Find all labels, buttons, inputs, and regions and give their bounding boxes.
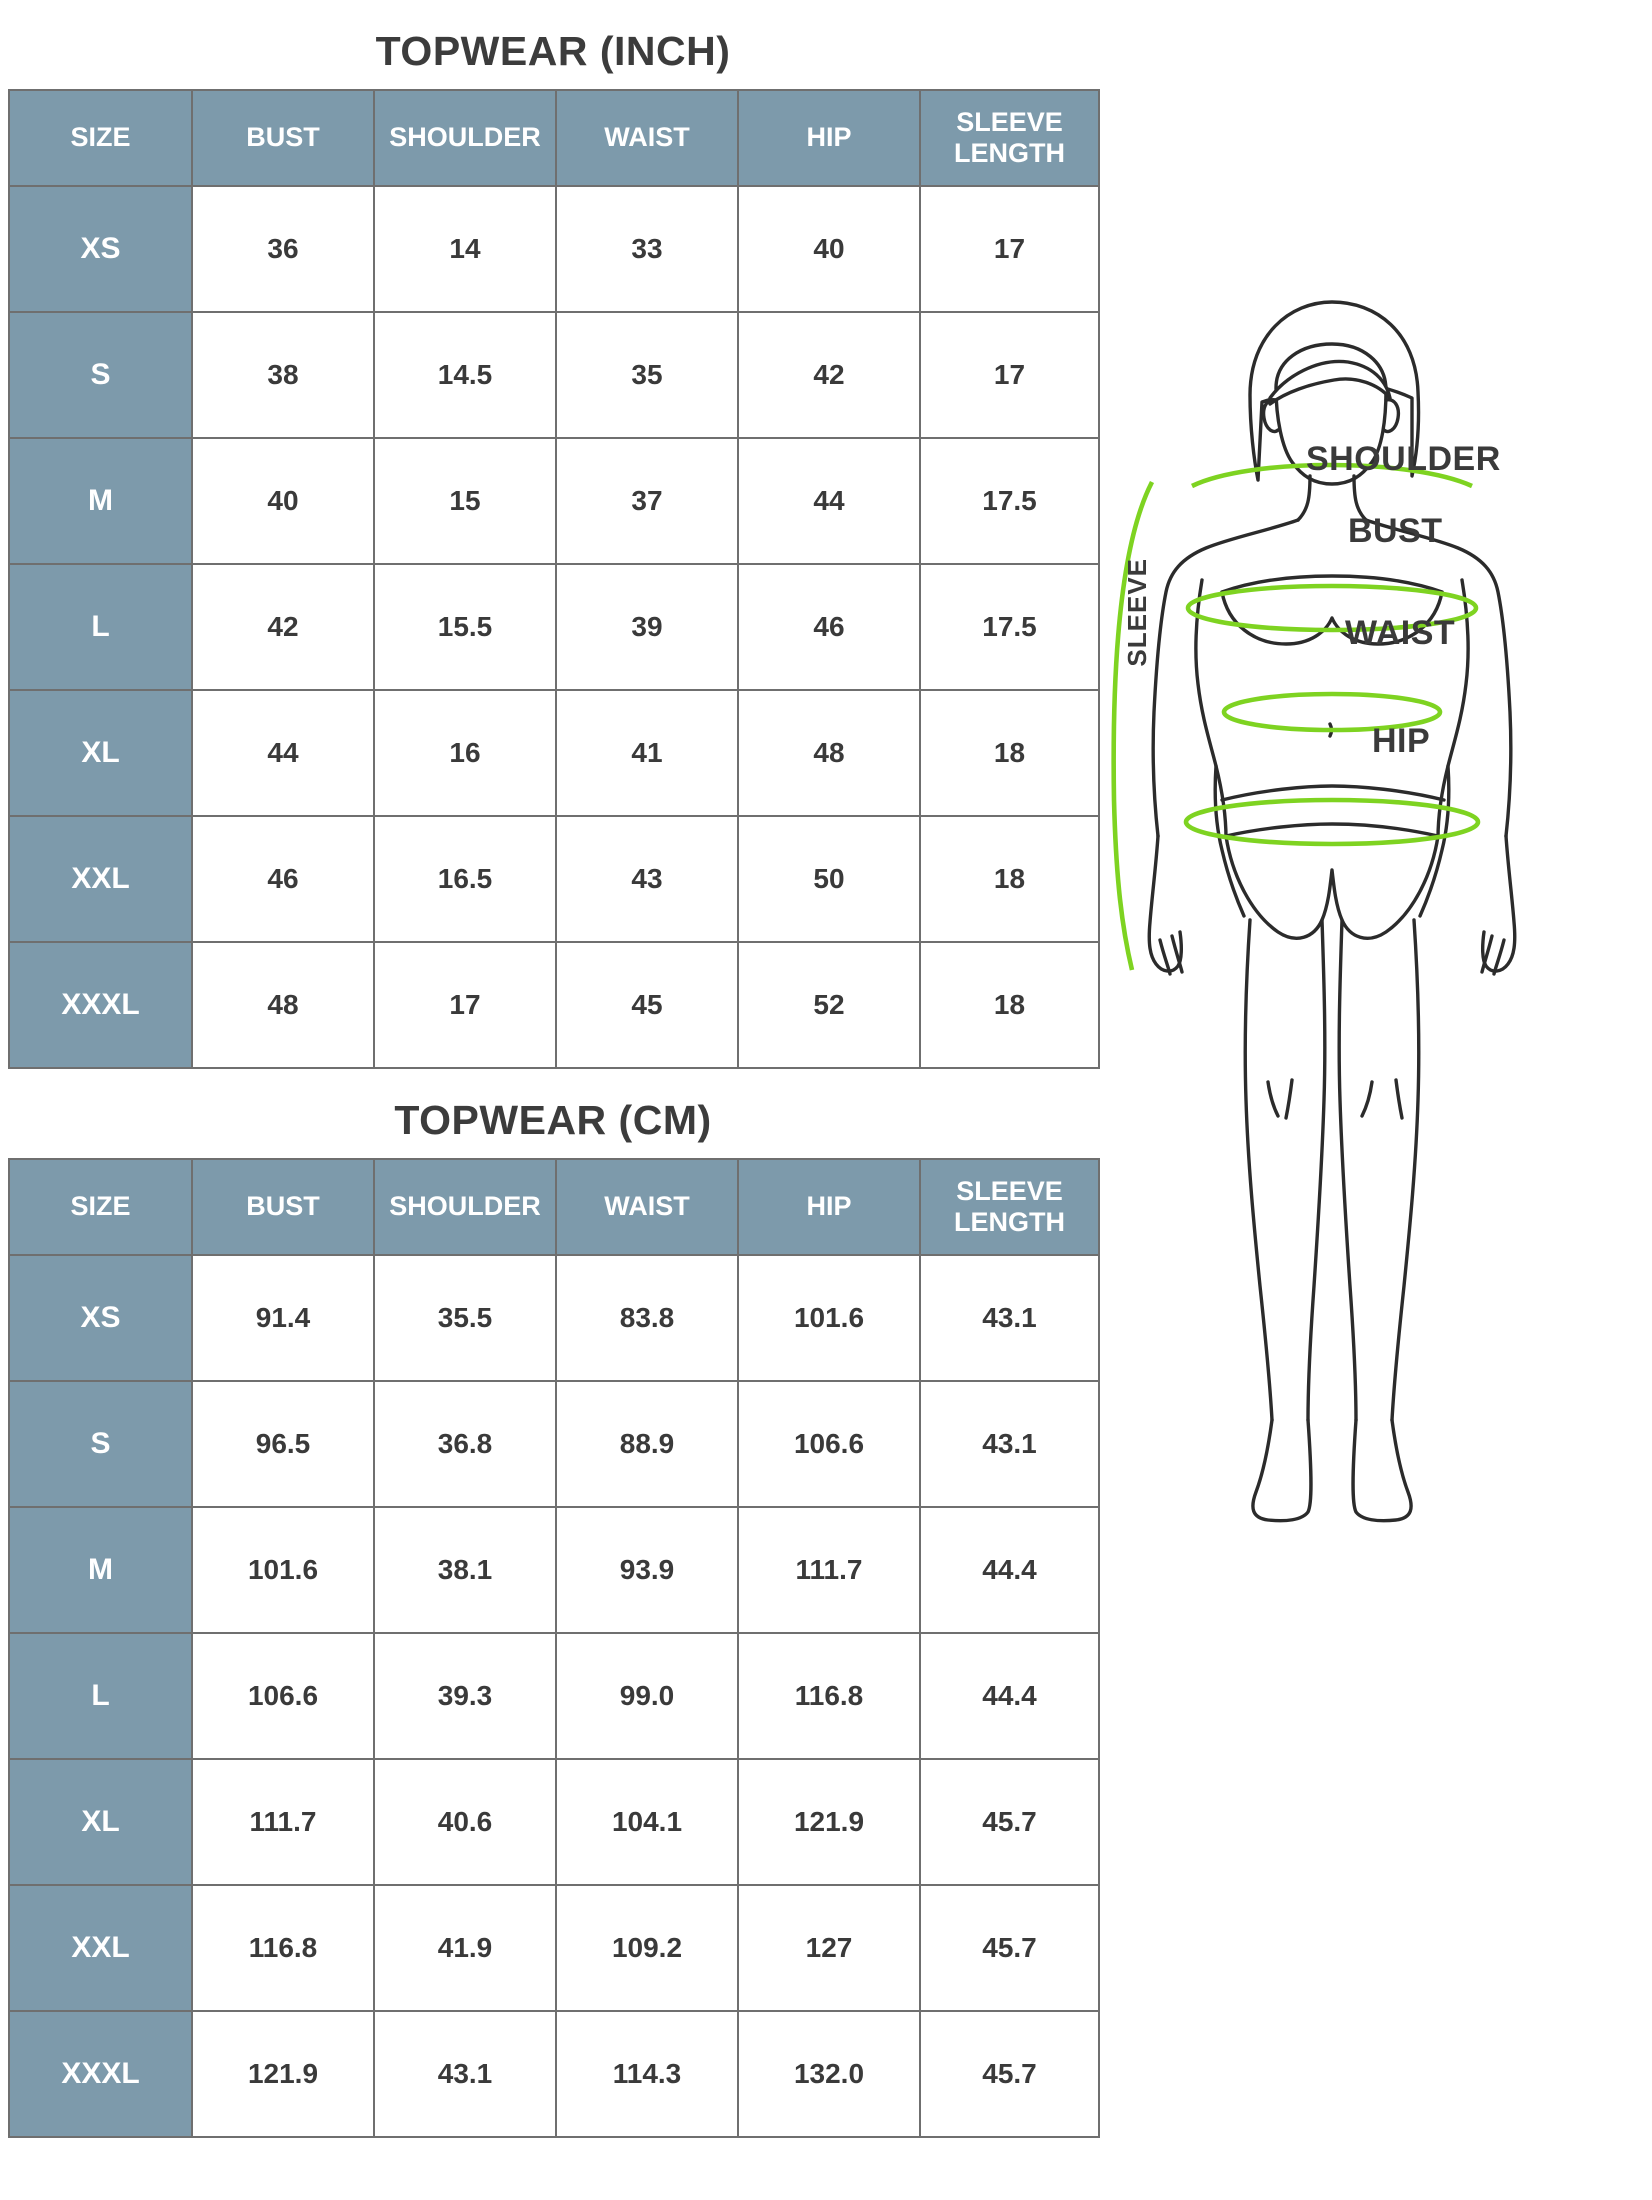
column-header-waist: WAIST — [556, 90, 738, 186]
column-header-size: SIZE — [9, 90, 192, 186]
cell-bust: 46 — [192, 816, 374, 942]
cell-waist: 88.9 — [556, 1381, 738, 1507]
cell-bust: 106.6 — [192, 1633, 374, 1759]
cell-shoulder: 43.1 — [374, 2011, 556, 2137]
cell-hip: 44 — [738, 438, 920, 564]
table-row — [9, 312, 1099, 438]
cell-bust: 96.5 — [192, 1381, 374, 1507]
cell-bust: 121.9 — [192, 2011, 374, 2137]
column-header-hip: HIP — [738, 1159, 920, 1255]
table-row — [9, 816, 1099, 942]
cell-size: XL — [9, 1759, 192, 1885]
cell-bust: 36 — [192, 186, 374, 312]
cell-waist: 45 — [556, 942, 738, 1068]
table-row — [9, 564, 1099, 690]
cell-waist: 43 — [556, 816, 738, 942]
cell-bust: 38 — [192, 312, 374, 438]
cell-size: XXXL — [9, 2011, 192, 2137]
cell-shoulder: 39.3 — [374, 1633, 556, 1759]
cell-bust: 44 — [192, 690, 374, 816]
cell-size: XS — [9, 1255, 192, 1381]
measurement-figure — [1110, 280, 1650, 1980]
cell-hip: 132.0 — [738, 2011, 920, 2137]
column-header-shoulder: SHOULDER — [374, 90, 556, 186]
cell-sleeve: 44.4 — [920, 1507, 1099, 1633]
cell-sleeve: 43.1 — [920, 1381, 1099, 1507]
cell-waist: 33 — [556, 186, 738, 312]
cell-sleeve: 17 — [920, 186, 1099, 312]
cell-hip: 106.6 — [738, 1381, 920, 1507]
column-header-bust: BUST — [192, 1159, 374, 1255]
hip-measure-line — [1186, 800, 1478, 844]
cell-sleeve: 18 — [920, 942, 1099, 1068]
cell-size: S — [9, 1381, 192, 1507]
cell-bust: 48 — [192, 942, 374, 1068]
table-header-row — [9, 90, 1099, 186]
label-shoulder: SHOULDER — [1306, 440, 1501, 478]
cell-shoulder: 14.5 — [374, 312, 556, 438]
cell-shoulder: 15 — [374, 438, 556, 564]
topwear-inch-table — [8, 89, 1100, 1069]
cell-hip: 52 — [738, 942, 920, 1068]
cell-sleeve: 45.7 — [920, 2011, 1099, 2137]
cell-waist: 93.9 — [556, 1507, 738, 1633]
column-header-bust: BUST — [192, 90, 374, 186]
cell-bust: 101.6 — [192, 1507, 374, 1633]
column-header-sleeve-length: SLEEVE LENGTH — [920, 90, 1099, 186]
cell-hip: 50 — [738, 816, 920, 942]
column-header-size: SIZE — [9, 1159, 192, 1255]
cell-size: L — [9, 1633, 192, 1759]
cell-size: XL — [9, 690, 192, 816]
cell-shoulder: 38.1 — [374, 1507, 556, 1633]
cell-waist: 41 — [556, 690, 738, 816]
topwear-inch-title: TOPWEAR (INCH) — [375, 28, 731, 74]
table-row — [9, 1255, 1099, 1381]
cell-bust: 111.7 — [192, 1759, 374, 1885]
cell-waist: 83.8 — [556, 1255, 738, 1381]
cell-shoulder: 41.9 — [374, 1885, 556, 2011]
cell-waist: 35 — [556, 312, 738, 438]
cell-sleeve: 17.5 — [920, 564, 1099, 690]
topwear-cm-table — [8, 1158, 1100, 2138]
table-row — [9, 942, 1099, 1068]
table-row — [9, 1381, 1099, 1507]
cell-size: XS — [9, 186, 192, 312]
cell-sleeve: 18 — [920, 690, 1099, 816]
table-header-row — [9, 1159, 1099, 1255]
cell-hip: 116.8 — [738, 1633, 920, 1759]
column-header-shoulder: SHOULDER — [374, 1159, 556, 1255]
table-row — [9, 2011, 1099, 2137]
table-row — [9, 690, 1099, 816]
cell-hip: 40 — [738, 186, 920, 312]
cell-sleeve: 17 — [920, 312, 1099, 438]
cell-hip: 111.7 — [738, 1507, 920, 1633]
cell-size: XXXL — [9, 942, 192, 1068]
table-row — [9, 1507, 1099, 1633]
column-header-hip: HIP — [738, 90, 920, 186]
cell-hip: 42 — [738, 312, 920, 438]
tables-column — [8, 0, 1108, 2138]
cell-shoulder: 36.8 — [374, 1381, 556, 1507]
cell-shoulder: 17 — [374, 942, 556, 1068]
cell-size: XXL — [9, 1885, 192, 2011]
cell-shoulder: 14 — [374, 186, 556, 312]
table-row — [9, 1885, 1099, 2011]
sleeve-measure-line — [1114, 482, 1152, 970]
cell-waist: 39 — [556, 564, 738, 690]
table-row — [9, 1633, 1099, 1759]
cell-shoulder: 40.6 — [374, 1759, 556, 1885]
cell-hip: 48 — [738, 690, 920, 816]
cell-waist: 109.2 — [556, 1885, 738, 2011]
label-sleeve: SLEEVE — [1122, 558, 1152, 667]
cell-hip: 101.6 — [738, 1255, 920, 1381]
cell-sleeve: 18 — [920, 816, 1099, 942]
table-row — [9, 186, 1099, 312]
cell-sleeve: 45.7 — [920, 1885, 1099, 2011]
table-row — [9, 438, 1099, 564]
cell-waist: 37 — [556, 438, 738, 564]
cell-waist: 114.3 — [556, 2011, 738, 2137]
cell-waist: 99.0 — [556, 1633, 738, 1759]
cell-sleeve: 43.1 — [920, 1255, 1099, 1381]
cell-bust: 91.4 — [192, 1255, 374, 1381]
cell-bust: 40 — [192, 438, 374, 564]
cell-shoulder: 15.5 — [374, 564, 556, 690]
label-bust: BUST — [1348, 512, 1443, 550]
cell-shoulder: 35.5 — [374, 1255, 556, 1381]
label-waist: WAIST — [1345, 614, 1456, 652]
column-header-waist: WAIST — [556, 1159, 738, 1255]
column-header-sleeve-length: SLEEVE LENGTH — [920, 1159, 1099, 1255]
cell-sleeve: 45.7 — [920, 1759, 1099, 1885]
cell-sleeve: 17.5 — [920, 438, 1099, 564]
cell-shoulder: 16.5 — [374, 816, 556, 942]
label-hip: HIP — [1372, 722, 1431, 760]
cell-size: M — [9, 438, 192, 564]
cell-size: XXL — [9, 816, 192, 942]
cell-sleeve: 44.4 — [920, 1633, 1099, 1759]
cell-size: S — [9, 312, 192, 438]
topwear-cm-title: TOPWEAR (CM) — [394, 1097, 712, 1143]
cell-hip: 121.9 — [738, 1759, 920, 1885]
cell-waist: 104.1 — [556, 1759, 738, 1885]
cell-shoulder: 16 — [374, 690, 556, 816]
cell-size: M — [9, 1507, 192, 1633]
cell-hip: 127 — [738, 1885, 920, 2011]
cell-hip: 46 — [738, 564, 920, 690]
cell-bust: 116.8 — [192, 1885, 374, 2011]
table-row — [9, 1759, 1099, 1885]
cell-size: L — [9, 564, 192, 690]
cell-bust: 42 — [192, 564, 374, 690]
